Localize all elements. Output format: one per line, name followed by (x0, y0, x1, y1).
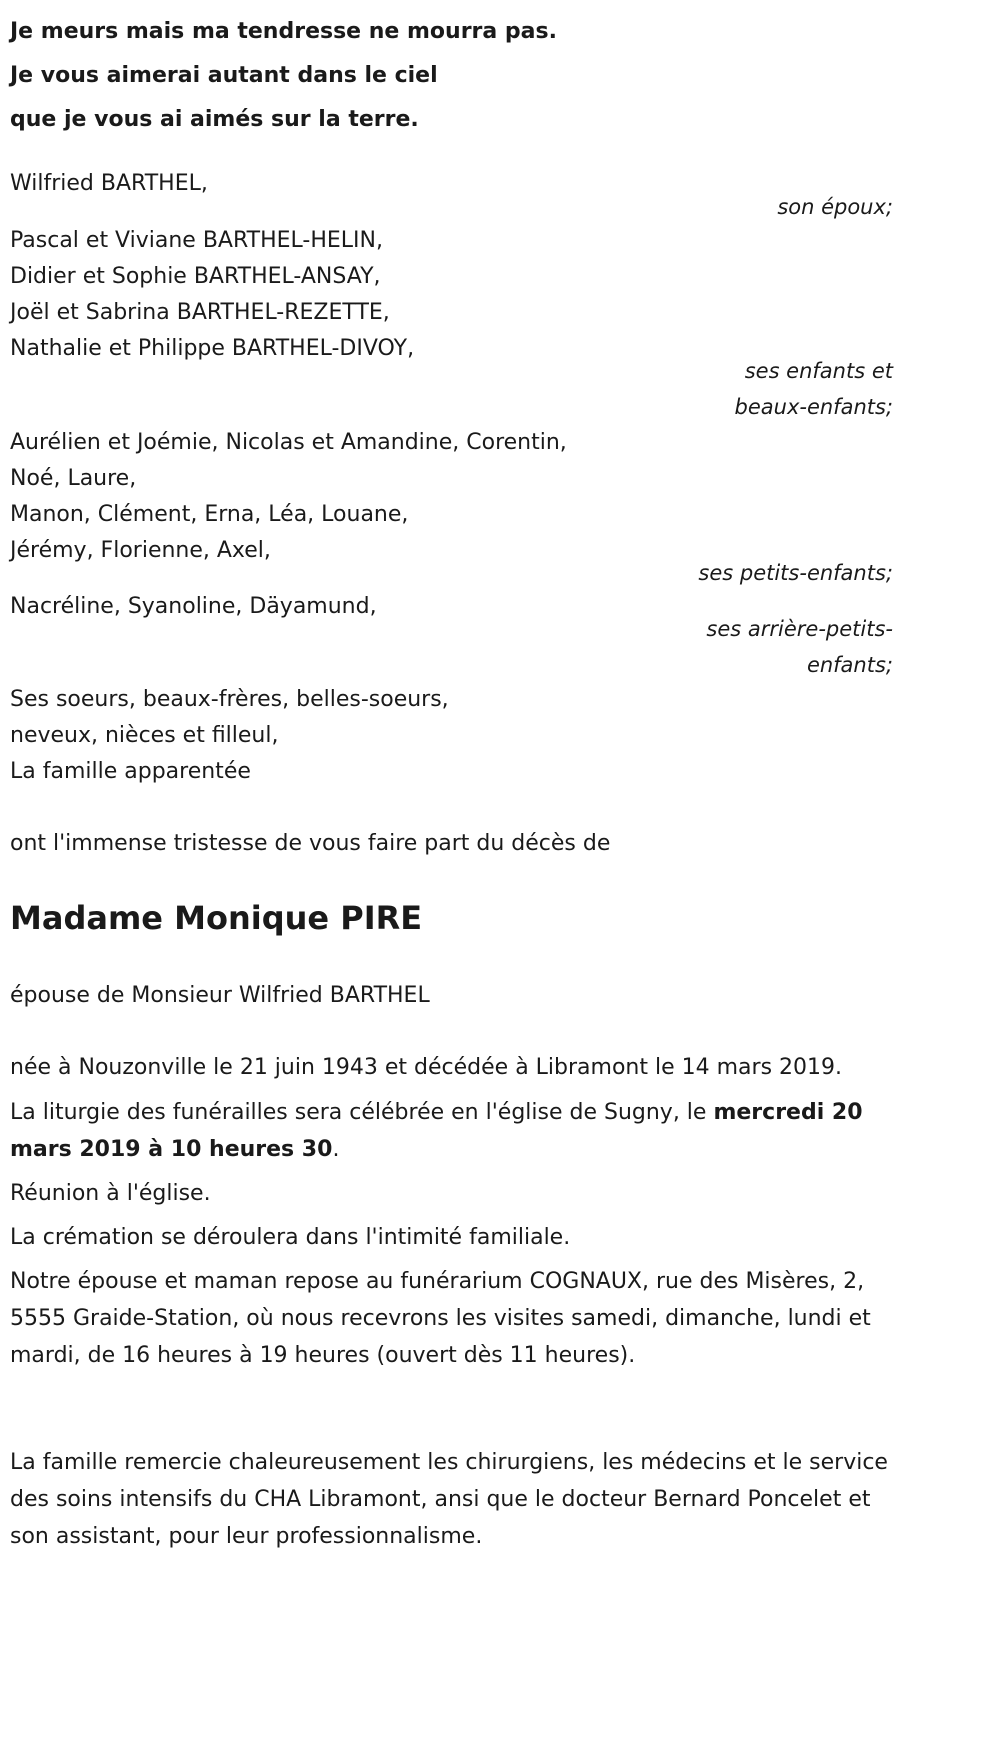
great-grandchildren-relation: enfants; (806, 653, 893, 677)
spouse-name: Wilfried BARTHEL, (10, 171, 208, 196)
deceased-name: Madame Monique PIRE (10, 899, 423, 937)
liturgy-text: La liturgie des funérailles sera célébrée en l'église de Sugny, le (10, 1100, 714, 1125)
child-name: Pascal et Viviane BARTHEL-HELIN, (10, 228, 383, 253)
grandchild-name: Manon, Clément, Erna, Léa, Louane, (10, 502, 409, 527)
liturgy-end: . (332, 1137, 340, 1162)
announcement: ont l'immense tristesse de vous faire part du décès de (10, 831, 611, 856)
great-grandchildren-relation: ses arrière-petits- (706, 617, 893, 641)
grandchild-name: Noé, Laure, (10, 466, 137, 491)
liturgy-date: mercredi 20 mars 2019 à 10 heures 30 (10, 1100, 863, 1162)
poem-line: que je vous ai aimés sur la terre. (10, 107, 419, 132)
children-relation: beaux-enfants; (734, 395, 893, 419)
funerarium-paragraph: Notre épouse et maman repose au funérarium COGNAUX, rue des Misères, 2, 5555 Graide-Station, où nous recevrons les visites samedi, dimanche, lundi et mardi, de 16 heures à 19 heures (ouvert dès 11 heures). (10, 1269, 871, 1368)
other-relatives: Ses soeurs, beaux-frères, belles-soeurs, (10, 687, 449, 712)
grandchild-name: Aurélien et Joémie, Nicolas et Amandine, Corentin, (10, 430, 567, 455)
grandchild-name: Jérémy, Florienne, Axel, (10, 538, 271, 563)
child-name: Joël et Sabrina BARTHEL-REZETTE, (10, 300, 390, 325)
great-grandchild-names: Nacréline, Syanoline, Däyamund, (10, 594, 377, 619)
grandchildren-relation: ses petits-enfants; (698, 561, 893, 585)
child-name: Nathalie et Philippe BARTHEL-DIVOY, (10, 336, 415, 361)
other-relatives: La famille apparentée (10, 759, 251, 784)
poem (10, 10, 910, 142)
thanks-paragraph: La famille remercie chaleureusement les chirurgiens, les médecins et le service des soins intensifs du CHA Libramont, ansi que le docteur Bernard Poncelet et son assistant, pour leur professionnalisme. (10, 1450, 888, 1549)
spouse-relation: son époux; (777, 195, 893, 219)
poem-line: Je meurs mais ma tendresse ne mourra pas. (10, 19, 557, 44)
reunion: Réunion à l'église. (10, 1181, 211, 1206)
children-relation: ses enfants et (744, 359, 893, 383)
child-name: Didier et Sophie BARTHEL-ANSAY, (10, 264, 381, 289)
liturgy-paragraph (10, 1094, 890, 1168)
other-relatives: neveux, nièces et filleul, (10, 723, 279, 748)
cremation: La crémation se déroulera dans l'intimité familiale. (10, 1225, 571, 1250)
spouse-of: épouse de Monsieur Wilfried BARTHEL (10, 983, 430, 1008)
birth-death: née à Nouzonville le 21 juin 1943 et décédée à Libramont le 14 mars 2019. (10, 1055, 843, 1080)
poem-line: Je vous aimerai autant dans le ciel (10, 63, 438, 88)
